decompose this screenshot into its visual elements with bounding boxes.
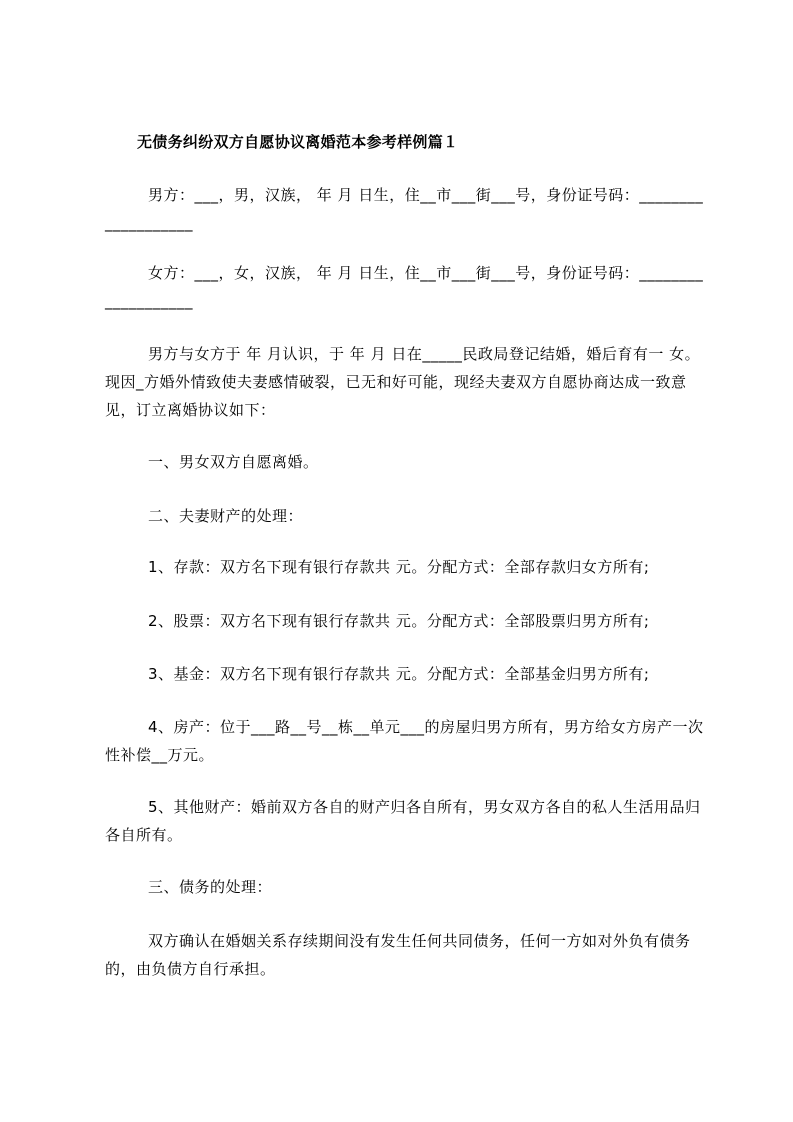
clause-stocks: 2、股票：双方名下现有银行存款共 元。分配方式：全部股票归男方所有; [148, 612, 650, 630]
clause-debt-handling: 双方确认在婚姻关系存续期间没有发生任何共同债务，任何一方如对外负有债务的，由负债方自行承担。 [105, 932, 691, 978]
clause-funds: 3、基金：双方名下现有银行存款共 元。分配方式：全部基金归男方所有; [148, 665, 650, 683]
clause-property-heading: 二、夫妻财产的处理： [148, 507, 304, 525]
clause-debt-heading: 三、债务的处理： [148, 878, 273, 896]
clause-real-estate: 4、房产：位于___路__号__栋__单元___的房屋归男方所有，男方给女方房产一次性补偿__万元。 [105, 718, 704, 764]
clause-other-property: 5、其他财产：婚前双方各自的财产归各自所有，男女双方各自的私人生活用品归各自所有。 [105, 798, 701, 844]
clause-voluntary-divorce: 一、男女双方自愿离婚。 [148, 453, 319, 471]
document-title: 无债务纠纷双方自愿协议离婚范本参考样例篇１ [137, 133, 459, 151]
clause-savings: 1、存款：双方名下现有银行存款共 元。分配方式：全部存款归女方所有; [148, 558, 650, 576]
paragraph-female-party: 女方：___，女，汉族， 年 月 日生，住__市___街___号，身份证号码：___________________ [105, 264, 704, 310]
paragraph-male-party: 男方：___，男，汉族， 年 月 日生，住__市___街___号，身份证号码：___________________ [105, 186, 704, 232]
paragraph-marriage-background: 男方与女方于 年 月认识，于 年 月 日在_____民政局登记结婚，婚后育有一 女。现因_方婚外情致使夫妻感情破裂，已无和好可能，现经夫妻双方自愿协商达成一致意见，订立离婚协议如下： [105, 345, 701, 419]
